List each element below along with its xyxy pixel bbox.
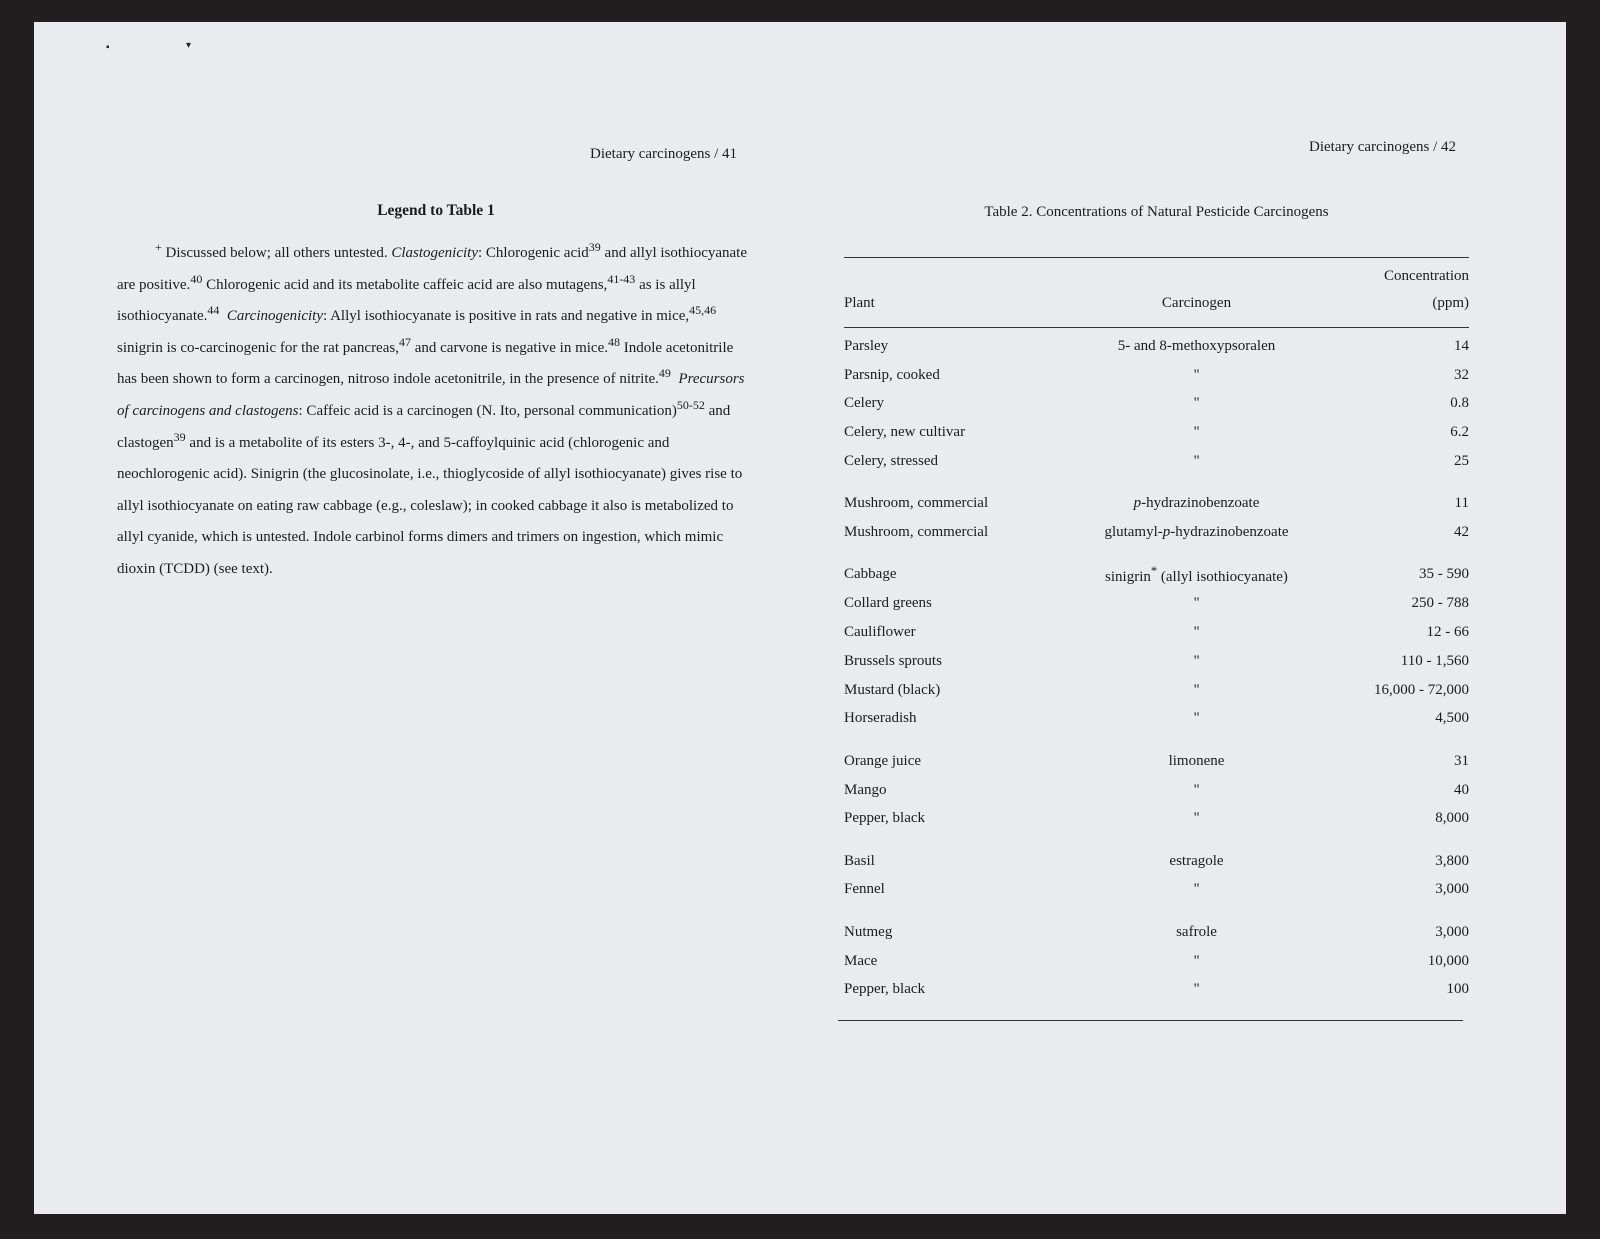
plant-cell: Fennel [844, 881, 885, 898]
carcinogen-name: " [1193, 595, 1200, 612]
plant-cell: Mushroom, commercial [844, 495, 989, 512]
ref-sup: 47 [398, 334, 411, 349]
table-row [844, 847, 1469, 876]
plant-cell: Mustard (black) [844, 681, 941, 698]
legend-text: and clastogen [117, 402, 731, 451]
ppm-cell: 3,800 [1435, 852, 1469, 869]
carcinogen-cell [1074, 361, 1319, 390]
ppm-cell: 250 - 788 [1411, 595, 1469, 612]
carcinogen-name: " [1193, 652, 1200, 669]
plant-cell: Orange juice [844, 752, 922, 769]
carcinogen-name: safrole [1176, 923, 1217, 940]
plant-cell: Pepper, black [844, 981, 926, 998]
carcinogen-cell [1074, 589, 1319, 618]
carcinogen-cell [1074, 847, 1319, 876]
ppm-cell: 31 [1454, 752, 1469, 769]
left-running-header: Dietary carcinogens / 41 [590, 146, 738, 162]
plant-cell: Parsnip, cooked [844, 366, 940, 383]
ref-sup: 45,46 [689, 303, 717, 318]
concentrations-table [844, 263, 1469, 1004]
col-header-ppm: (ppm) [1432, 294, 1469, 311]
table-row [844, 447, 1469, 476]
scan-speck: ▾ [186, 40, 192, 51]
carcinogen-cell [1074, 804, 1319, 833]
ppm-cell: 3,000 [1435, 923, 1469, 940]
legend-text: and carvone is negative in mice. [410, 339, 608, 356]
table-row [844, 876, 1469, 905]
plant-cell: Celery [844, 395, 884, 412]
plant-cell: Mushroom, commercial [844, 524, 989, 541]
table-row [844, 705, 1469, 734]
carcinogen-cell [1074, 489, 1319, 518]
ppm-cell: 14 [1454, 337, 1469, 354]
legend-text: Indole acetonitrile has been shown to form a carcinogen, nitroso indole acetonitrile, in the presence of nitrite. [117, 339, 734, 388]
plant-cell: Nutmeg [844, 923, 893, 940]
table-bottom-rule [838, 1020, 1463, 1021]
carcinogen-cell [1074, 518, 1319, 547]
ref-sup: 50-52 [676, 397, 705, 412]
carcinogen-cell [1074, 418, 1319, 447]
legend-text: and allyl isothiocyanate are positive. [117, 245, 748, 293]
carcinogen-name: " [1193, 952, 1200, 969]
carcinogen-name: " [1193, 710, 1200, 727]
plant-cell: Cabbage [844, 566, 897, 583]
ref-sup: 39 [588, 240, 601, 254]
ppm-cell: 32 [1454, 366, 1469, 383]
legend-title: Legend to Table 1 [377, 202, 495, 219]
plant-cell: Brussels sprouts [844, 652, 942, 669]
legend-text: : Caffeic acid is a carcinogen (N. Ito, personal communication) [298, 402, 677, 419]
carcinogen-name: (allyl isothiocyanate) [1157, 568, 1288, 585]
carcinogen-name: " [1193, 981, 1200, 998]
table-row [844, 332, 1469, 361]
ppm-cell: 100 [1446, 981, 1469, 998]
carcinogen-cell [1074, 776, 1319, 805]
table-row [844, 361, 1469, 390]
carcinogen-cell [1074, 618, 1319, 647]
legend-text: as is allyl isothiocyanate. [117, 276, 696, 325]
legend-paragraph [117, 238, 747, 586]
ppm-cell: 40 [1454, 781, 1469, 798]
carcinogen-prefix: sinigrin [1105, 568, 1151, 585]
legend-italic: Clastogenicity [391, 245, 478, 261]
ref-sup: 40 [190, 271, 203, 286]
table-row [844, 561, 1469, 590]
scan-speck: ▪ [106, 42, 110, 53]
legend-italic: Carcinogenicity [226, 308, 323, 325]
group-spacer [844, 733, 1469, 747]
carcinogen-italic: p [1133, 495, 1142, 512]
carcinogen-cell [1074, 332, 1319, 361]
carcinogen-cell [1074, 676, 1319, 705]
ref-sup: 39 [173, 429, 186, 444]
carcinogen-cell [1074, 390, 1319, 419]
ref-sup: 41-43 [607, 271, 636, 286]
carcinogen-prefix: glutamyl- [1104, 524, 1163, 541]
carcinogen-name: limonene [1168, 752, 1225, 769]
ppm-cell: 8,000 [1435, 810, 1469, 827]
group-spacer [844, 547, 1469, 561]
ppm-cell: 4,500 [1435, 710, 1469, 727]
ppm-cell: 42 [1454, 524, 1469, 541]
table-row [844, 489, 1469, 518]
plant-cell: Horseradish [844, 710, 917, 727]
plant-cell: Collard greens [844, 595, 932, 612]
col-header-plant: Plant [844, 294, 875, 311]
legend-italic: Precursors of carcinogens and clastogens [117, 371, 745, 419]
ppm-cell: 10,000 [1427, 952, 1469, 969]
footnote-asterisk: * [1150, 563, 1158, 578]
table-title: Table 2. Concentrations of Natural Pesticide Carcinogens [984, 204, 1329, 220]
carcinogen-name: -hydrazinobenzoate [1170, 524, 1289, 541]
carcinogen-name: " [1193, 453, 1200, 470]
plant-cell: Celery, stressed [844, 453, 938, 470]
plant-cell: Cauliflower [844, 624, 916, 641]
ppm-cell: 6.2 [1450, 424, 1469, 441]
carcinogen-name: 5- and 8-methoxypsoralen [1117, 337, 1276, 354]
carcinogen-name: " [1193, 366, 1200, 383]
table-row [844, 390, 1469, 419]
table-row [844, 776, 1469, 805]
table-row [844, 589, 1469, 618]
group-spacer [844, 833, 1469, 847]
carcinogen-name: " [1193, 681, 1200, 698]
plant-cell: Mace [844, 952, 878, 969]
carcinogen-name: " [1193, 395, 1200, 412]
legend-text: : Chlorogenic acid [477, 245, 589, 261]
carcinogen-name: " [1193, 810, 1200, 827]
table-row [844, 647, 1469, 676]
ppm-cell: 3,000 [1435, 881, 1469, 898]
carcinogen-cell [1074, 561, 1319, 590]
legend-text: Chlorogenic acid and its metabolite caffeic acid are also mutagens, [202, 276, 608, 293]
carcinogen-cell [1074, 918, 1319, 947]
table-row [844, 618, 1469, 647]
table-row [844, 804, 1469, 833]
ppm-cell: 12 - 66 [1426, 624, 1469, 641]
table-body [844, 332, 1469, 1004]
table-row [844, 518, 1469, 547]
ppm-cell: 35 - 590 [1419, 566, 1469, 583]
col-header-concentration: Concentration [1384, 267, 1469, 284]
ppm-cell: 11 [1454, 495, 1469, 512]
table-top-rule [844, 257, 1469, 258]
legend-text: Discussed below; all others untested. [165, 245, 392, 261]
ppm-cell: 25 [1454, 453, 1469, 470]
right-running-header: Dietary carcinogens / 42 [1309, 139, 1457, 155]
carcinogen-cell [1074, 947, 1319, 976]
carcinogen-name: estragole [1169, 852, 1224, 869]
carcinogen-cell [1074, 747, 1319, 776]
ref-sup: 48 [607, 334, 620, 349]
plant-cell: Mango [844, 781, 887, 798]
legend-text: sinigrin is co-carcinogenic for the rat pancreas, [117, 339, 399, 356]
ref-sup: 49 [658, 366, 671, 381]
carcinogen-cell [1074, 647, 1319, 676]
group-spacer [844, 476, 1469, 490]
table-row [844, 918, 1469, 947]
table-row [844, 947, 1469, 976]
plus-mark: + [155, 240, 162, 254]
legend-text: : Allyl isothiocyanate is positive in rats and negative in mice, [322, 308, 690, 325]
carcinogen-italic: p [1162, 524, 1171, 541]
carcinogen-cell [1074, 876, 1319, 905]
table-row [844, 747, 1469, 776]
carcinogen-name: " [1193, 881, 1200, 898]
plant-cell: Parsley [844, 337, 889, 354]
ppm-cell: 0.8 [1450, 395, 1469, 412]
legend-text: and is a metabolite of its esters 3-, 4-, and 5-caffoylquinic acid (chlorogenic and neochlorogenic acid). Sinigrin (the glucosinolate, i.e., thioglycoside of allyl isothiocyanate) gives rise to allyl isothiocyanate on eating raw cabbage (e.g., coleslaw); in cooked cabbage it also is metabolized to allyl cyanide, which is untested. Indole carbinol forms dimers and trimers on ingestion, which mimic dioxin (TCDD) (see text). [117, 434, 743, 577]
carcinogen-cell [1074, 705, 1319, 734]
carcinogen-name: -hydrazinobenzoate [1141, 495, 1260, 512]
table-row [844, 418, 1469, 447]
carcinogen-name: " [1193, 781, 1200, 798]
ppm-cell: 110 - 1,560 [1400, 652, 1469, 669]
table-row [844, 676, 1469, 705]
plant-cell: Pepper, black [844, 810, 926, 827]
ref-sup: 44 [207, 303, 220, 318]
carcinogen-cell [1074, 447, 1319, 476]
group-spacer [844, 904, 1469, 918]
ppm-cell: 16,000 - 72,000 [1374, 681, 1469, 698]
carcinogen-name: " [1193, 624, 1200, 641]
col-header-carcinogen: Carcinogen [1161, 294, 1232, 311]
plant-cell: Basil [844, 852, 875, 869]
carcinogen-name: " [1193, 424, 1200, 441]
table-row [844, 975, 1469, 1004]
plant-cell: Celery, new cultivar [844, 424, 966, 441]
carcinogen-cell [1074, 975, 1319, 1004]
